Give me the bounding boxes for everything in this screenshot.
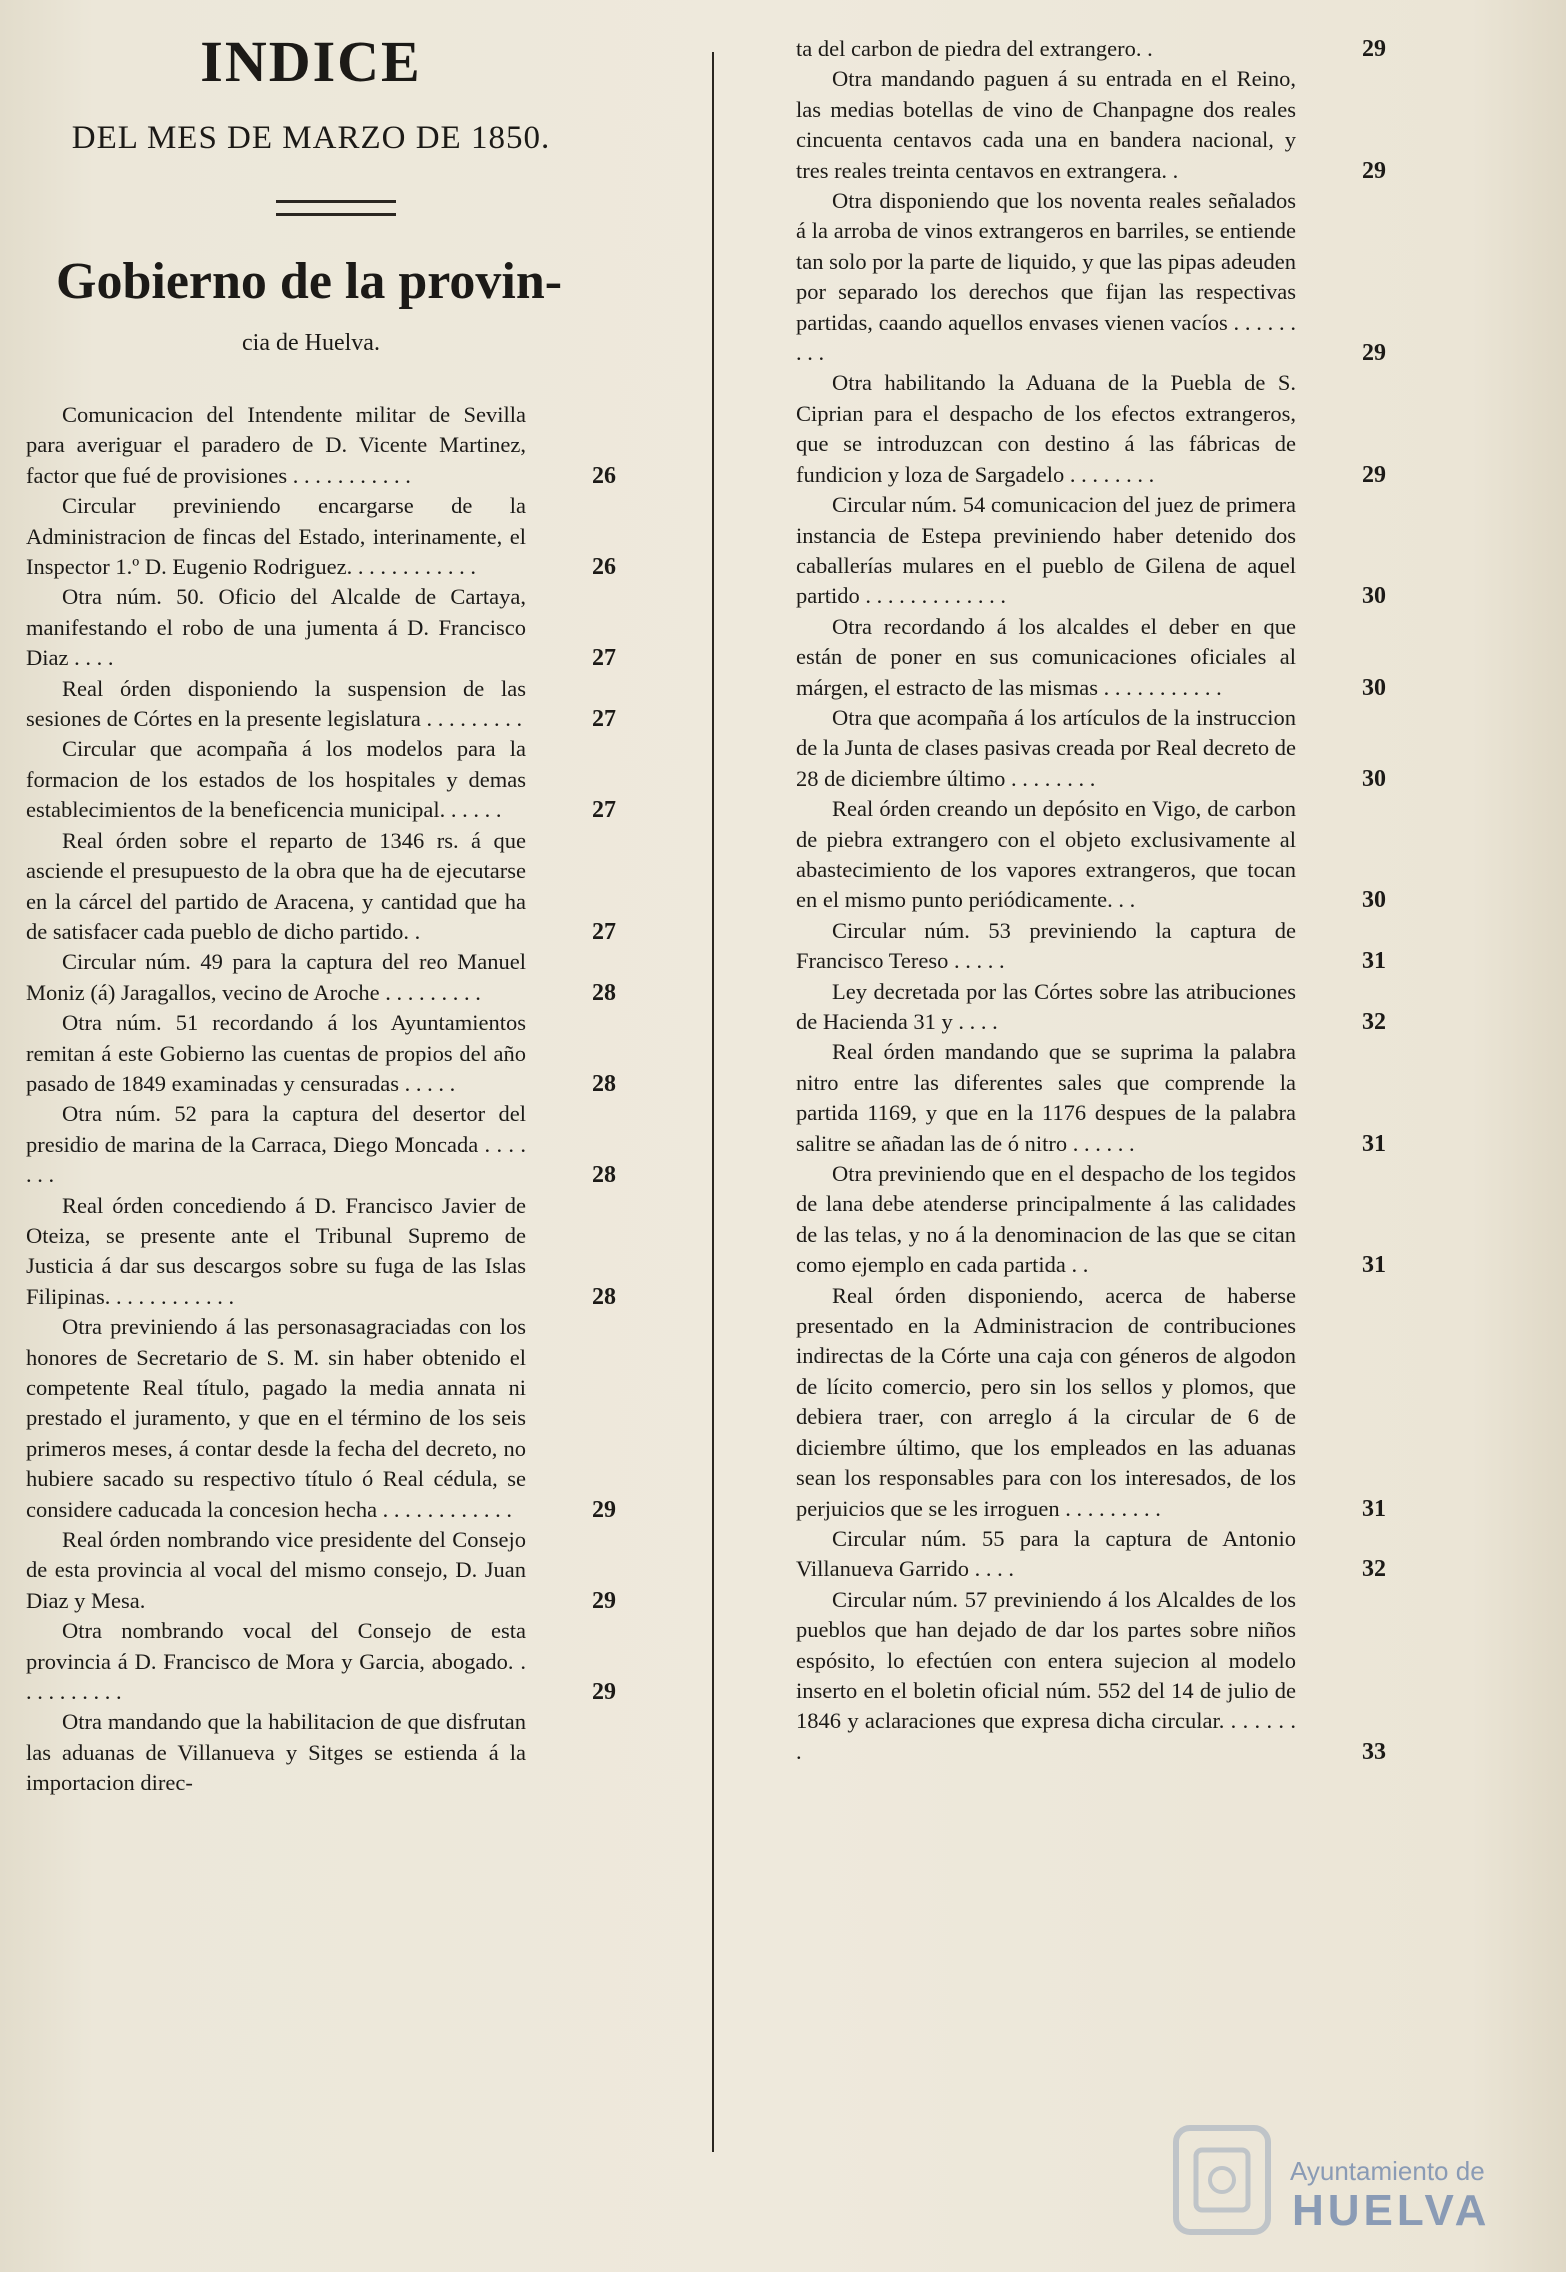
watermark-line2: HUELVA bbox=[1292, 2186, 1491, 2235]
entry-page-number: 30 bbox=[1362, 674, 1386, 701]
entry-page-number: 29 bbox=[1362, 461, 1386, 488]
entry-page-number: 31 bbox=[1362, 1495, 1386, 1522]
entry-page-number: 31 bbox=[1362, 1130, 1386, 1157]
index-entry bbox=[26, 947, 616, 1008]
index-entry bbox=[796, 34, 1386, 64]
entry-page-number: 31 bbox=[1362, 948, 1386, 975]
entry-text: Circular previniendo encargarse de la Administracion de fincas del Estado, interinamente, el Inspector 1.º D. Eugenio Rodriguez. . . . . . . . . . . . bbox=[26, 493, 526, 580]
entry-page-number: 28 bbox=[592, 1283, 616, 1310]
index-entry bbox=[796, 368, 1386, 490]
right-column-entries bbox=[796, 34, 1416, 1767]
entry-page-number: 27 bbox=[592, 797, 616, 824]
entry-page-number: 30 bbox=[1362, 765, 1386, 792]
entry-text: Otra mandando paguen á su entrada en el Reino, las medias botellas de vino de Chanpagne dos reales cincuenta centavos cada una en bandera nacional, y tres reales treinta centavos en extrangera. . bbox=[796, 66, 1296, 183]
index-entry bbox=[26, 674, 616, 735]
index-entry bbox=[26, 1312, 616, 1525]
entry-page-number: 29 bbox=[1362, 340, 1386, 367]
entry-page-number: 28 bbox=[592, 1070, 616, 1097]
watermark-line1: Ayuntamiento de bbox=[1290, 2156, 1485, 2186]
entry-text: Real órden nombrando vice presidente del Consejo de esta provincia al vocal del mismo consejo, D. Juan Diaz y Mesa. bbox=[26, 1527, 526, 1613]
entry-text: Otra disponiendo que los noventa reales señalados á la arroba de vinos extrangeros en barriles, se entiende tan solo por la parte de liquido, y que las pipas adeuden por separado los derechos que fijan las respectivas partidas, caando aquellos envases vienen vacíos . . . . . . . . . bbox=[796, 188, 1296, 366]
column-divider bbox=[712, 52, 714, 2152]
entry-page-number: 32 bbox=[1362, 1009, 1386, 1035]
entry-text: Real órden sobre el reparto de 1346 rs. á que asciende el presupuesto de la obra que ha de ejecutarse en la cárcel del partido de Aracena, y cantidad que ha de satisfacer cada pueblo de dicho partido. . bbox=[26, 827, 526, 944]
index-entry bbox=[26, 582, 616, 673]
section-title: Gobierno de la provin- bbox=[56, 253, 563, 310]
index-entry bbox=[26, 400, 616, 491]
index-entry bbox=[796, 977, 1386, 1038]
entry-text: Otra que acompaña á los artículos de la instruccion de la Junta de clases pasivas creada por Real decreto de 28 de diciembre último . . . . . . . . bbox=[796, 704, 1296, 791]
index-entry bbox=[26, 1191, 616, 1313]
left-column-entries bbox=[26, 400, 646, 1799]
index-entry bbox=[796, 1159, 1386, 1281]
entry-text: Otra núm. 51 recordando á los Ayuntamientos remitan á este Gobierno las cuentas de propios del año pasado de 1849 examinadas y censuradas . . . . . bbox=[26, 1010, 526, 1096]
entry-text: Circular núm. 53 previniendo la captura de Francisco Tereso . . . . . bbox=[796, 917, 1296, 974]
index-entry bbox=[796, 703, 1386, 794]
entry-page-number: 28 bbox=[592, 979, 616, 1006]
entry-text: Otra previniendo á las personasagraciadas con los honores de Secretario de S. M. sin haber obtenido el competente Real título, pagado la media annata ni prestado el juramento, y que en el término de los seis primeros meses, á contar desde la fecha del decreto, no hubiere sacado su respectivo título ó Real cédula, se considere caducada la concesion hecha . . . . . . . . . . . . bbox=[26, 1314, 526, 1522]
entry-text: ta del carbon de piedra del extrangero. . bbox=[796, 36, 1153, 61]
entry-text: Otra previniendo que en el despacho de los tegidos de lana debe atenderse principalmente á las calidades de las telas, y no á la denominacion de las que se citan como ejemplo en cada partida . . bbox=[796, 1161, 1296, 1278]
entry-page-number: 26 bbox=[592, 462, 616, 489]
entry-text: Otra núm. 50. Oficio del Alcalde de Cartaya, manifestando el robo de una jumenta á D. Francisco Diaz . . . . bbox=[26, 584, 526, 671]
index-entry bbox=[26, 1099, 616, 1190]
index-entry bbox=[26, 1525, 616, 1616]
entry-text: Otra núm. 52 para la captura del desertor del presidio de marina de la Carraca, Diego Moncada . . . . . . . bbox=[26, 1101, 526, 1188]
entry-text: Otra habilitando la Aduana de la Puebla de S. Ciprian para el despacho de los efectos extrangeros, que se introduzcan con destino á las fábricas de fundicion y loza de Sargadelo . . . . . . . . bbox=[796, 370, 1296, 487]
entry-text: Circular núm. 54 comunicacion del juez de primera instancia de Estepa previniendo haber detenido dos caballerías mulares en el pueblo de Gilena de aquel partido . . . . . . . . . . . . . bbox=[796, 492, 1296, 609]
entry-text: Otra mandando que la habilitacion de que disfrutan las aduanas de Villanueva y Sitges se estienda á la importacion direc- bbox=[26, 1709, 526, 1796]
entry-page-number: 29 bbox=[1362, 157, 1386, 184]
entry-page-number: 29 bbox=[1362, 36, 1386, 62]
entry-text: Comunicacion del Intendente militar de Sevilla para averiguar el paradero de D. Vicente Martinez, factor que fué de provisiones . . . . . . . . . . . bbox=[26, 402, 526, 488]
entry-page-number: 33 bbox=[1362, 1738, 1386, 1765]
entry-page-number: 27 bbox=[592, 918, 616, 945]
index-entry bbox=[796, 1585, 1386, 1767]
index-entry bbox=[26, 1616, 616, 1707]
entry-page-number: 27 bbox=[592, 645, 616, 672]
entry-page-number: 28 bbox=[592, 1162, 616, 1189]
entry-text: Otra recordando á los alcaldes el deber en que están de poner en sus comunicaciones oficiales al márgen, el estracto de las mismas . . . . . . . . . . . bbox=[796, 613, 1296, 700]
entry-text: Real órden disponiendo la suspension de las sesiones de Córtes en la presente legislatura . . . . . . . . . bbox=[26, 675, 526, 732]
entry-text: Real órden mandando que se suprima la palabra nitro entre las diferentes sales que comprende la partida 1169, y que en la 1176 despues de la palabra salitre se añadan las de ó nitro . . . . . . bbox=[796, 1039, 1296, 1156]
index-entry bbox=[796, 794, 1386, 916]
index-entry bbox=[26, 1707, 526, 1798]
entry-text: Ley decretada por las Córtes sobre las atribuciones de Hacienda 31 y . . . . bbox=[796, 978, 1296, 1034]
index-entry bbox=[796, 612, 1386, 703]
entry-page-number: 30 bbox=[1362, 583, 1386, 610]
index-entry bbox=[796, 64, 1386, 186]
entry-page-number: 32 bbox=[1362, 1556, 1386, 1583]
entry-text: Circular núm. 49 para la captura del reo Manuel Moniz (á) Jaragallos, vecino de Aroche . . . . . . . . . bbox=[26, 949, 526, 1005]
entry-text: Circular núm. 55 para la captura de Antonio Villanueva Garrido . . . . bbox=[796, 1525, 1296, 1582]
entry-page-number: 31 bbox=[1362, 1252, 1386, 1279]
index-entry bbox=[26, 826, 616, 948]
index-entry bbox=[796, 1281, 1386, 1524]
index-entry bbox=[796, 490, 1386, 612]
entry-page-number: 30 bbox=[1362, 887, 1386, 914]
entry-page-number: 29 bbox=[592, 1679, 616, 1706]
index-entry bbox=[26, 1008, 616, 1099]
entry-text: Real órden disponiendo, acerca de haberse presentado en la Administracion de contribuciones indirectas de la Córte una caja con géneros de algodon de lícito comercio, pero sin los sellos y plomos, que debiera traer, con arreglo á la circular de 6 de diciembre último, que los empleados en las aduanas sean los responsables para con los interesados, de los perjuicios que se les irroguen . . . . . . . . . bbox=[796, 1282, 1296, 1521]
index-entry bbox=[796, 1524, 1386, 1585]
entry-text: Real órden creando un depósito en Vigo, de carbon de piebra extrangero con el objeto exclusivamente al abastecimiento de los vapores extrangeros, que tocan en el mismo punto periódicamente. . . bbox=[796, 796, 1296, 913]
entry-text: Otra nombrando vocal del Consejo de esta provincia á D. Francisco de Mora y Garcia, abogado. . . . . . . . . . . bbox=[26, 1618, 526, 1705]
index-entry bbox=[796, 186, 1386, 368]
entry-page-number: 26 bbox=[592, 554, 616, 581]
entry-text: Circular que acompaña á los modelos para la formacion de los estados de los hospitales y demas establecimientos de la beneficencia municipal. . . . . . bbox=[26, 736, 526, 823]
index-entry bbox=[796, 1037, 1386, 1159]
entry-text: Circular núm. 57 previniendo á los Alcaldes de los pueblos que han dejado de dar los partes sobre niños espósito, lo efectúen con entera sujecion al modelo inserto en el boletin oficial núm. 552 del 14 de julio de 1846 y aclaraciones que expresa dicha circular. . . . . . . . bbox=[796, 1586, 1296, 1764]
entry-text: Real órden concediendo á D. Francisco Javier de Oteiza, se presente ante el Tribunal Supremo de Justicia á dar sus descargos sobre su fuga de las Islas Filipinas. . . . . . . . . . . . bbox=[26, 1192, 526, 1309]
entry-page-number: 27 bbox=[592, 706, 616, 733]
ornamental-rule bbox=[276, 200, 396, 216]
entry-page-number: 29 bbox=[592, 1587, 616, 1614]
index-entry bbox=[796, 916, 1386, 977]
index-entry bbox=[26, 734, 616, 825]
section-title-continuation: cia de Huelva. bbox=[242, 330, 380, 356]
entry-page-number: 29 bbox=[592, 1496, 616, 1523]
index-title: INDICE bbox=[200, 29, 422, 94]
index-entry bbox=[26, 491, 616, 582]
index-subtitle: DEL MES DE MARZO DE 1850. bbox=[71, 120, 551, 156]
